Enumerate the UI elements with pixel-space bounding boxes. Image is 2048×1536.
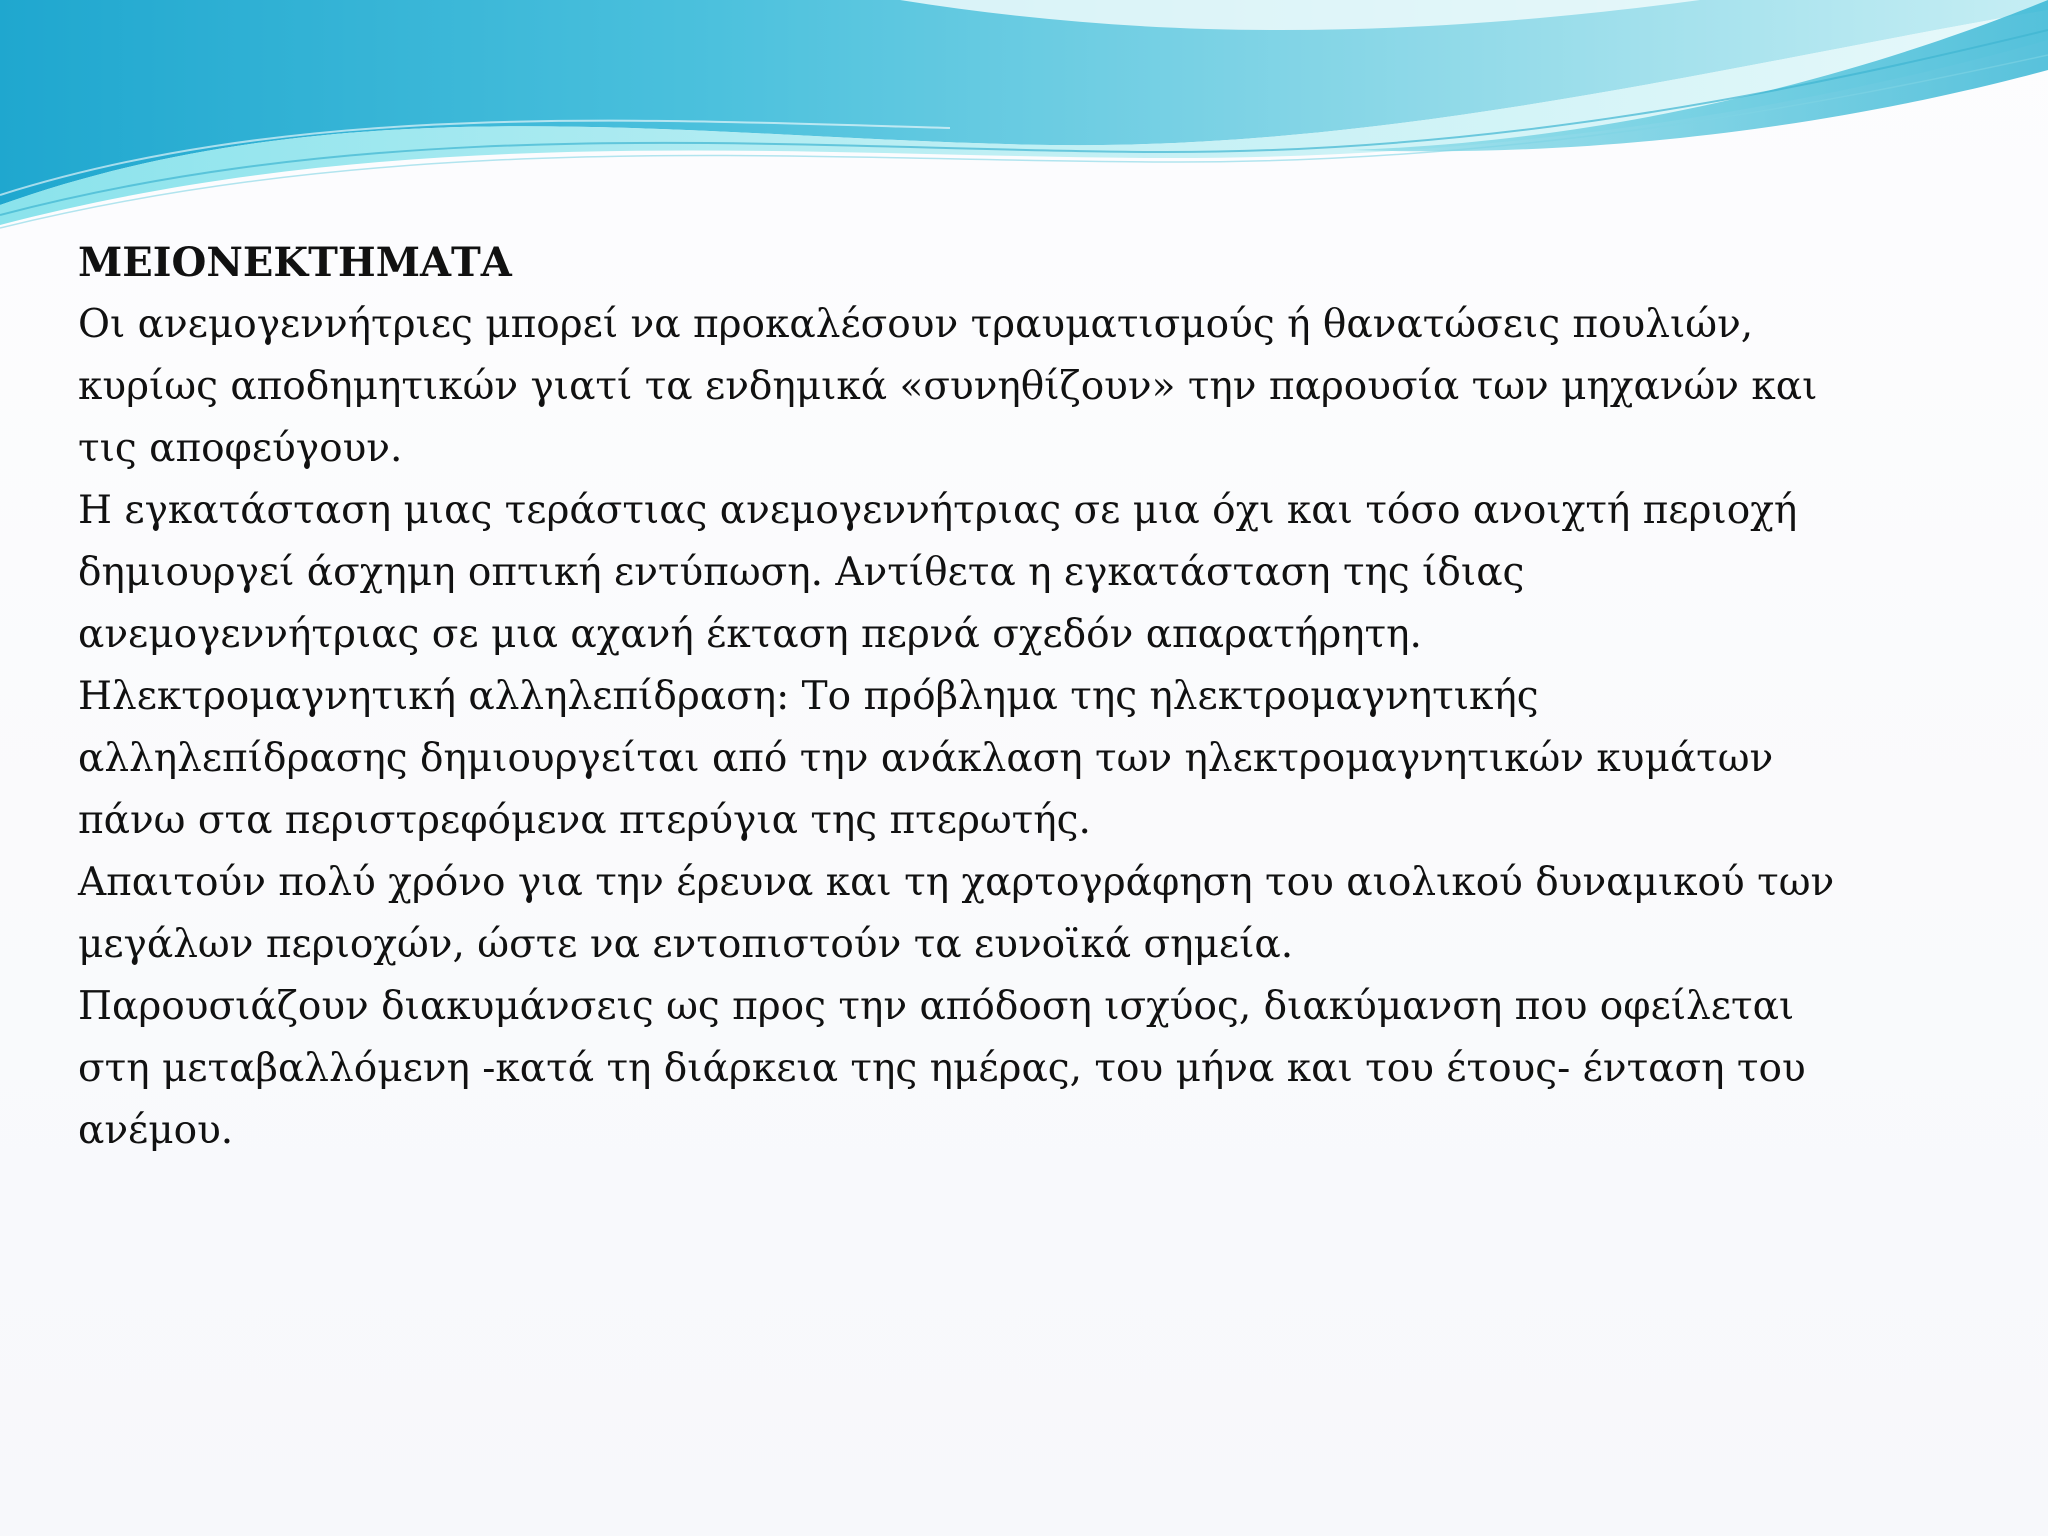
wave-header-decoration <box>0 0 2048 240</box>
text-line-7: Ηλεκτρομαγνητική αλληλεπίδραση: Το πρόβλημα της ηλεκτρομαγνητικής <box>78 674 1539 719</box>
text-line-14: ανέμου. <box>78 1108 234 1153</box>
text-line-1: Οι ανεμογεννήτριες μπορεί να προκαλέσουν τραυματισμούς ή θανατώσεις πουλιών, <box>78 302 1754 347</box>
text-line-4: Η εγκατάσταση μιας τεράστιας ανεμογεννήτριας σε μια όχι και τόσο ανοιχτή περιοχή <box>78 488 1798 533</box>
text-line-9: πάνω στα περιστρεφόμενα πτερύγια της πτερωτής. <box>78 798 1091 843</box>
slide-heading: ΜΕΙΟΝΕΚΤΗΜΑΤΑ <box>78 239 512 286</box>
text-line-5: δημιουργεί άσχημη οπτική εντύπωση. Αντίθετα η εγκατάσταση της ίδιας <box>78 550 1525 595</box>
text-line-13: στη μεταβαλλόμενη -κατά τη διάρκεια της ημέρας, του μήνα και του έτους- ένταση του <box>78 1046 1806 1091</box>
text-line-11: μεγάλων περιοχών, ώστε να εντοπιστούν τα ευνοϊκά σημεία. <box>78 922 1294 967</box>
text-line-6: ανεμογεννήτριας σε μια αχανή έκταση περνά σχεδόν απαρατήρητη. <box>78 612 1422 657</box>
text-line-2: κυρίως αποδημητικών γιατί τα ενδημικά «συνηθίζουν» την παρουσία των μηχανών και <box>78 364 1818 409</box>
slide-content <box>78 232 1978 1162</box>
text-line-10: Απαιτούν πολύ χρόνο για την έρευνα και τη χαρτογράφηση του αιολικού δυναμικού των <box>78 860 1835 905</box>
text-line-3: τις αποφεύγουν. <box>78 426 403 471</box>
text-line-8: αλληλεπίδρασης δημιουργείται από την ανάκλαση των ηλεκτρομαγνητικών κυμάτων <box>78 736 1774 781</box>
text-line-12: Παρουσιάζουν διακυμάνσεις ως προς την απόδοση ισχύος, διακύμανση που οφείλεται <box>78 984 1795 1029</box>
